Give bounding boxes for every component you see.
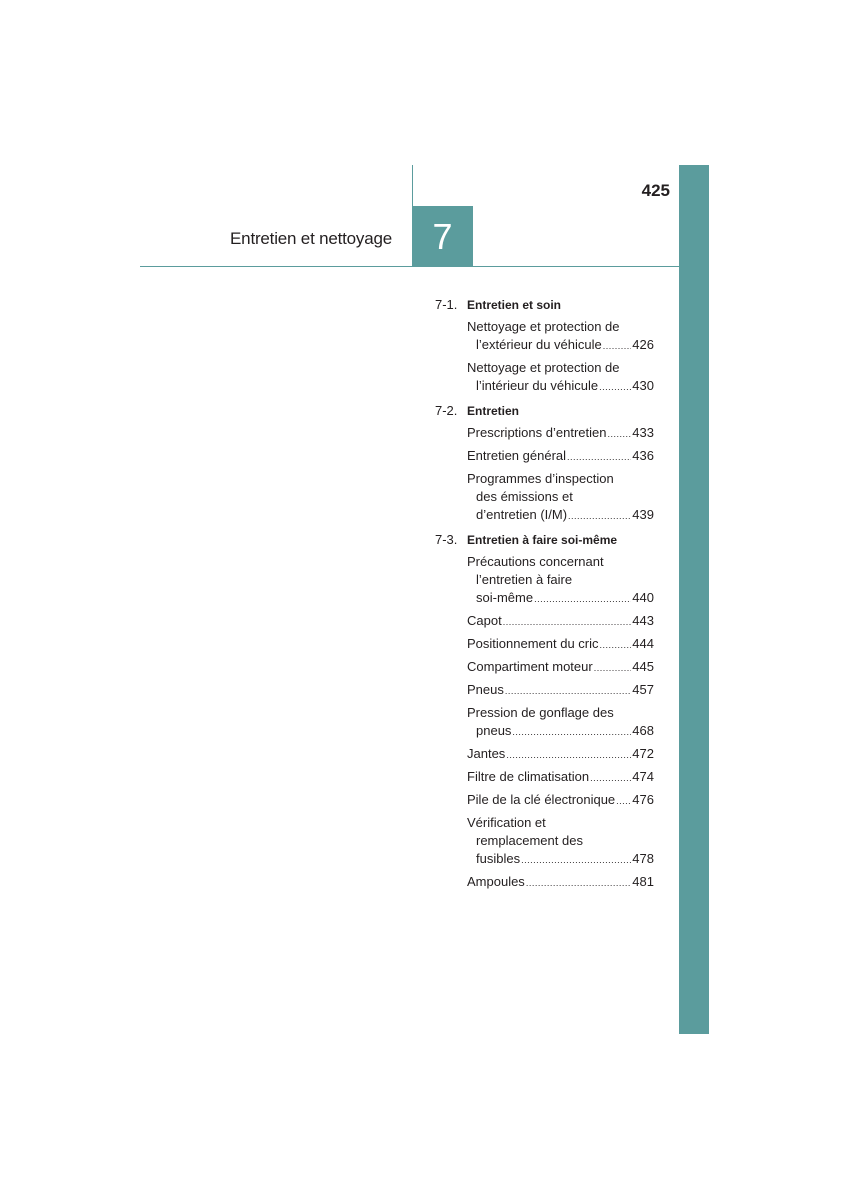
toc-entry-line: [467, 658, 654, 677]
toc-entry-text: Précautions concernant: [467, 554, 604, 569]
chapter-title: Entretien et nettoyage: [230, 229, 392, 248]
toc-entry[interactable]: [467, 447, 654, 466]
dot-leader: [534, 590, 631, 608]
toc-page-number: 440: [632, 590, 654, 605]
dot-leader: [567, 448, 631, 466]
toc-entry-text: pneus: [476, 723, 512, 738]
chapter-number-box: [412, 206, 473, 267]
toc-entry-line: [467, 768, 654, 787]
toc-page-number: 476: [632, 792, 654, 807]
toc-entry-line: [467, 377, 654, 396]
chapter-side-tab: [679, 165, 709, 1034]
toc-entry[interactable]: [467, 681, 654, 700]
toc-entry[interactable]: [467, 873, 654, 892]
toc-page-number: 443: [632, 613, 654, 628]
dot-leader: [521, 851, 631, 869]
toc-entry-text: l’extérieur du véhicule: [476, 337, 602, 352]
toc-entry[interactable]: [467, 791, 654, 810]
toc-entry[interactable]: [467, 612, 654, 631]
toc-page-number: 472: [632, 746, 654, 761]
section-title[interactable]: Entretien à faire soi-même: [467, 533, 618, 547]
toc-entry-line: [467, 850, 654, 869]
dot-leader: [506, 746, 631, 764]
toc-page-number: 474: [632, 769, 654, 784]
toc-entry[interactable]: [467, 704, 654, 741]
toc-entry-text: Nettoyage et protection de: [467, 360, 620, 375]
toc-entry[interactable]: [467, 768, 654, 787]
toc-entry[interactable]: [467, 635, 654, 654]
toc-entry-line: [467, 447, 654, 466]
section-number: 7-1.: [435, 297, 458, 312]
dot-leader: [599, 378, 631, 396]
toc-entry-text: Pile de la clé électronique: [467, 792, 616, 807]
toc-entry-line: [467, 612, 654, 631]
toc-entry[interactable]: [467, 658, 654, 677]
dot-leader: [512, 723, 631, 741]
toc-page-number: 436: [632, 448, 654, 463]
toc-entry-text: remplacement des: [476, 833, 583, 848]
toc-entry-line: [467, 635, 654, 654]
toc-section-heading: [435, 296, 654, 314]
toc-entry-line: [467, 336, 654, 355]
toc-entry[interactable]: [467, 359, 654, 396]
toc-section-heading: [435, 531, 654, 549]
toc-entry-line: [467, 745, 654, 764]
toc-entry-list: [467, 424, 654, 525]
toc-entry-text: l’entretien à faire: [476, 572, 573, 587]
dot-leader: [505, 682, 631, 700]
dot-leader: [568, 507, 631, 525]
toc-entry-text: Capot: [467, 613, 502, 628]
toc-entry-text: Filtre de climatisation: [467, 769, 590, 784]
toc-entry-text: fusibles: [476, 851, 521, 866]
toc-entry-text: d’entretien (I/M): [476, 507, 568, 522]
dot-leader: [600, 636, 632, 654]
toc-entry[interactable]: [467, 745, 654, 764]
toc-page-number: 444: [632, 636, 654, 651]
toc-entry-text: Pneus: [467, 682, 504, 697]
toc-entry[interactable]: [467, 553, 654, 608]
dot-leader: [607, 425, 631, 443]
page-number: 425: [641, 181, 670, 200]
toc-entry[interactable]: [467, 318, 654, 355]
section-number: 7-3.: [435, 532, 458, 547]
toc-entry-line: [467, 791, 654, 810]
toc-page-number: 430: [632, 378, 654, 393]
toc-entry-text: Positionnement du cric: [467, 636, 599, 651]
dot-leader: [503, 613, 632, 631]
dot-leader: [594, 659, 632, 677]
dot-leader: [616, 792, 631, 810]
toc-entry-text: Jantes: [467, 746, 506, 761]
dot-leader: [590, 769, 631, 787]
toc-entry-text: Vérification et: [467, 815, 546, 830]
toc-page-number: 426: [632, 337, 654, 352]
toc-page-number: 433: [632, 425, 654, 440]
toc-entry-line: [467, 424, 654, 443]
toc-entry-text: Compartiment moteur: [467, 659, 593, 674]
section-title[interactable]: Entretien: [467, 404, 520, 418]
dot-leader: [526, 874, 631, 892]
toc-entry-text: Entretien général: [467, 448, 567, 463]
toc-entry-line: [467, 722, 654, 741]
toc-entry-text: Pression de gonflage des: [467, 705, 614, 720]
toc-entry-text: des émissions et: [476, 489, 573, 504]
section-number: 7-2.: [435, 403, 458, 418]
toc-entry-text: Programmes d’inspection: [467, 471, 614, 486]
toc-page-number: 478: [632, 851, 654, 866]
toc-page-number: 457: [632, 682, 654, 697]
toc-entry-line: [467, 506, 654, 525]
toc-entry-line: [467, 873, 654, 892]
toc-page-number: 439: [632, 507, 654, 522]
header-vertical-rule: [412, 165, 413, 207]
toc-section-heading: [435, 402, 654, 420]
toc-page-number: 468: [632, 723, 654, 738]
dot-leader: [603, 337, 632, 355]
section-title[interactable]: Entretien et soin: [467, 298, 562, 312]
toc-entry-list: [467, 553, 654, 892]
toc-entry[interactable]: [467, 470, 654, 525]
toc-entry-list: [467, 318, 654, 396]
toc-entry-line: [467, 681, 654, 700]
toc-page-number: 445: [632, 659, 654, 674]
table-of-contents: [435, 296, 654, 898]
toc-entry-text: Prescriptions d’entretien: [467, 425, 607, 440]
toc-entry-line: [467, 589, 654, 608]
toc-entry-text: soi-même: [476, 590, 534, 605]
toc-entry-text: Nettoyage et protection de: [467, 319, 620, 334]
toc-entry-text: Ampoules: [467, 874, 525, 889]
chapter-number: 7: [432, 215, 453, 257]
header-rule: [140, 266, 679, 267]
toc-entry[interactable]: [467, 814, 654, 869]
toc-page-number: 481: [632, 874, 654, 889]
toc-entry[interactable]: [467, 424, 654, 443]
toc-entry-text: l’intérieur du véhicule: [476, 378, 599, 393]
